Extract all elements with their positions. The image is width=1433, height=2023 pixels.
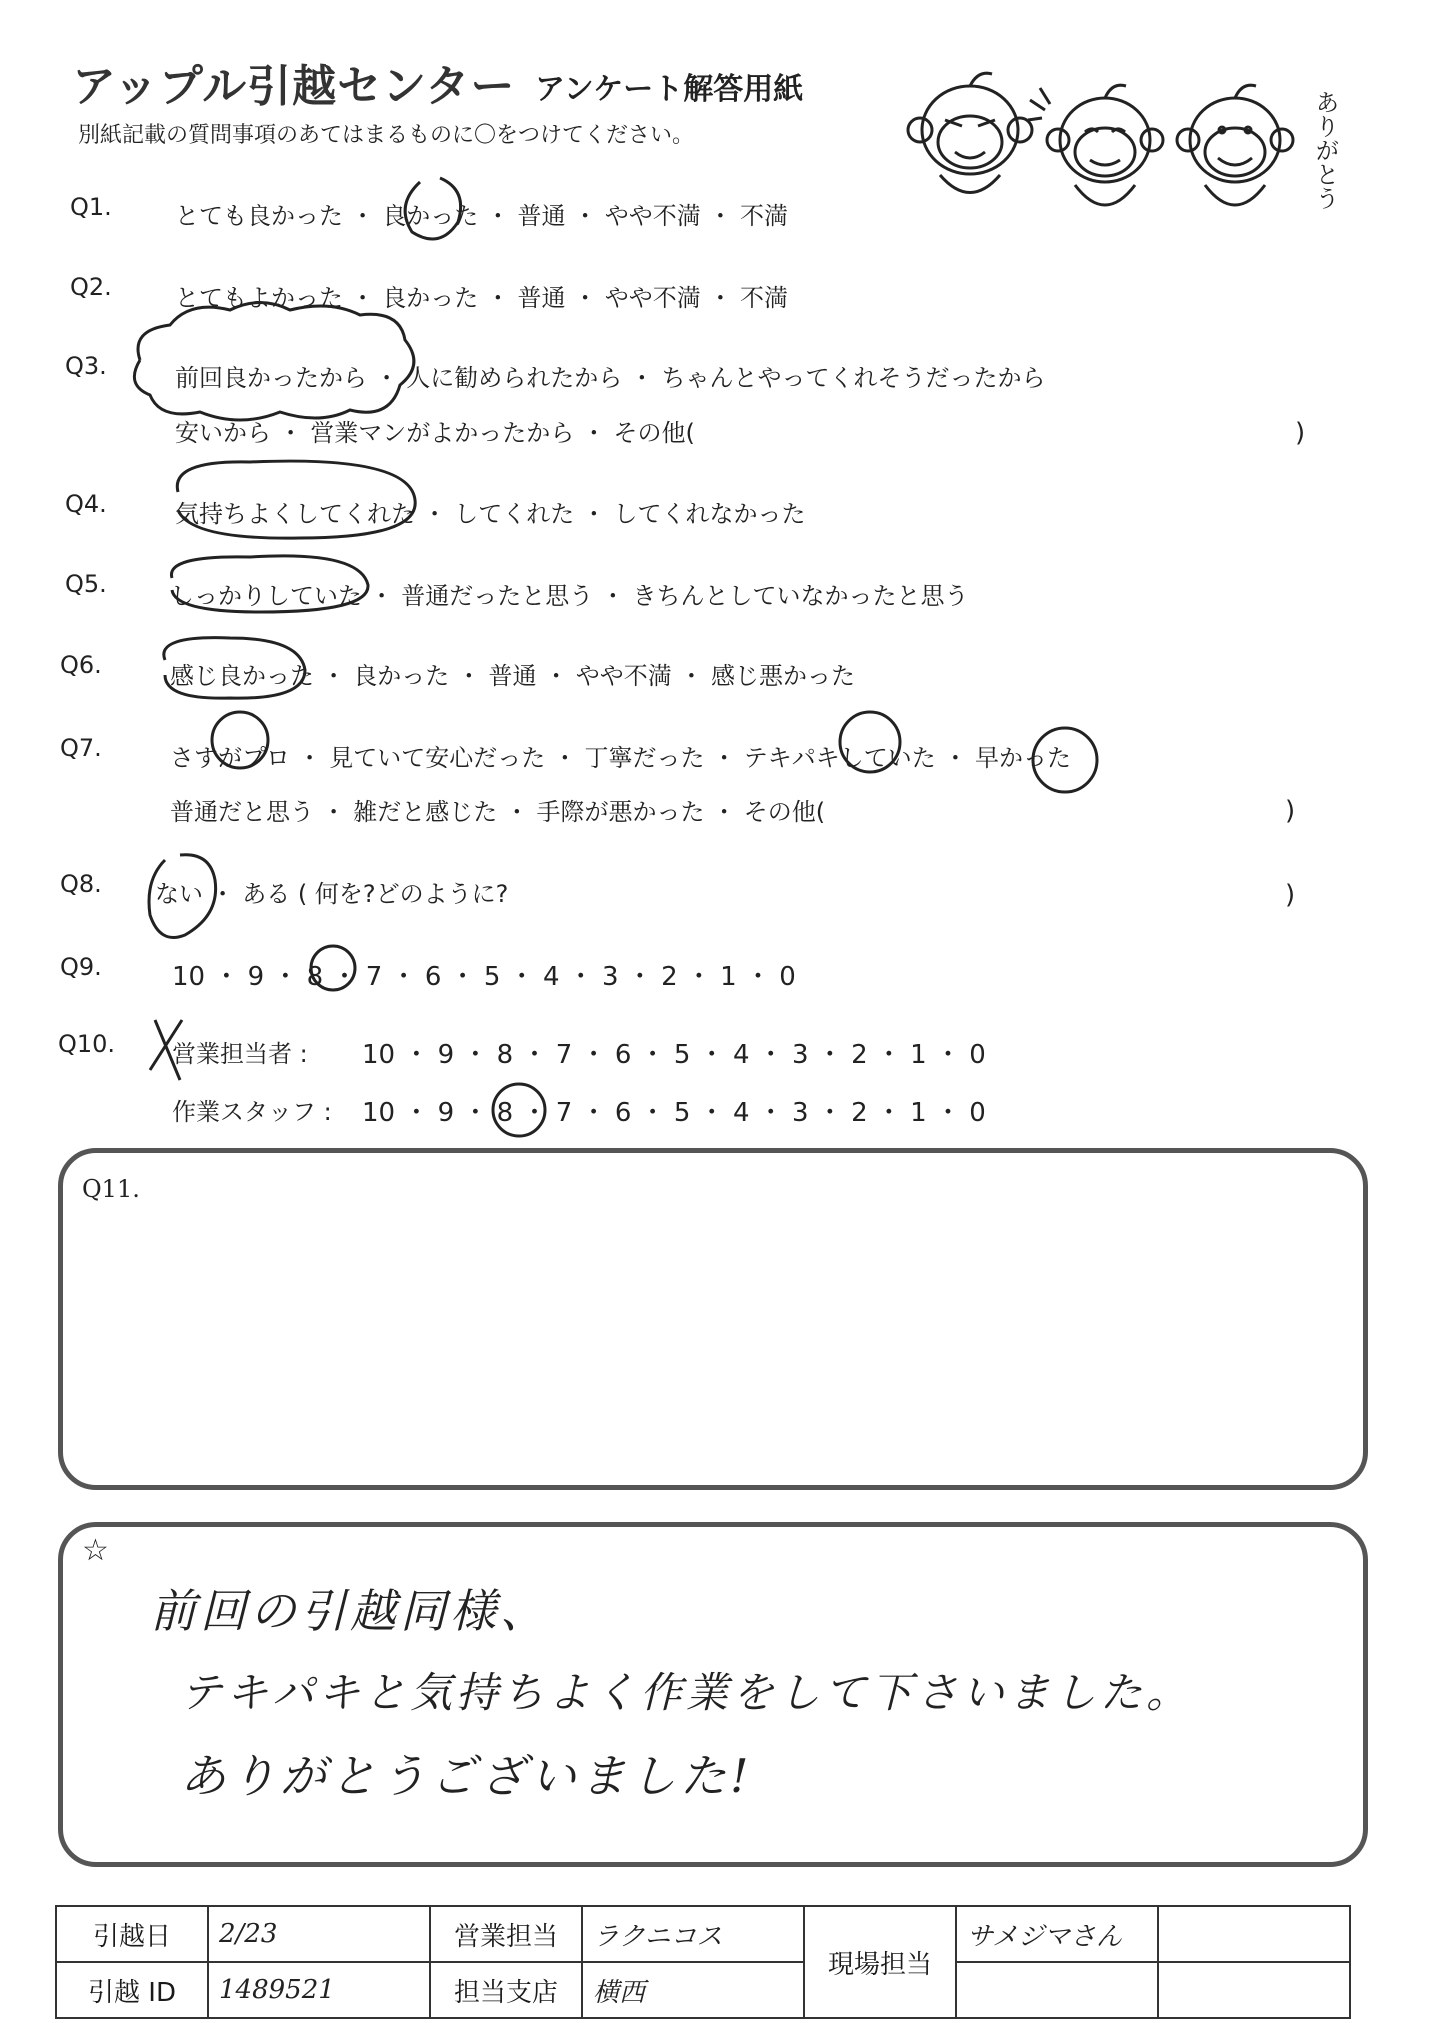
branch-value[interactable]: 横西	[582, 1962, 804, 2018]
q10-sales-scale[interactable]: 10 ・ 9 ・ 8 ・ 7 ・ 6 ・ 5 ・ 4 ・ 3 ・ 2 ・ 1 ・ 0	[362, 1040, 986, 1070]
site-value[interactable]: サメジマさん	[956, 1906, 1158, 1962]
q8-label: Q8.	[60, 870, 102, 898]
form-subtitle: アンケート解答用紙	[535, 72, 804, 107]
q2-label: Q2.	[70, 273, 112, 301]
q6-options[interactable]: 感じ良かった ・ 良かった ・ 普通 ・ やや不満 ・ 感じ悪かった	[170, 662, 856, 690]
move-date-value[interactable]: 2/23	[208, 1906, 430, 1962]
mascot-thanks-text: ありがとう	[1311, 90, 1339, 210]
site-value-extra[interactable]	[1158, 1906, 1350, 1962]
move-date-label: 引越日	[56, 1906, 208, 1962]
q8-close-paren: )	[1285, 880, 1296, 910]
q3-options-line2[interactable]: 安いから ・ 営業マンがよかったから ・ その他(	[175, 419, 695, 447]
q3-label: Q3.	[65, 352, 107, 380]
q3-options-line1[interactable]: 前回良かったから ・ 人に勧められたから ・ ちゃんとやってくれそうだったから	[175, 364, 1046, 392]
comment-line-3: ありがとうございました!	[180, 1749, 753, 1803]
q5-label: Q5.	[65, 570, 107, 598]
info-table	[55, 1905, 1351, 2019]
q4-label: Q4.	[65, 490, 107, 518]
q9-scale[interactable]: 10 ・ 9 ・ 8 ・ 7 ・ 6 ・ 5 ・ 4 ・ 3 ・ 2 ・ 1 ・ 0	[172, 962, 796, 992]
q3-close-paren: )	[1295, 418, 1306, 448]
instruction-text: 別紙記載の質問事項のあてはまるものに〇をつけてください。	[78, 123, 695, 148]
mascot-illustration	[900, 60, 1360, 240]
q7-options-line2[interactable]: 普通だと思う ・ 雑だと感じた ・ 手際が悪かった ・ その他(	[170, 798, 826, 826]
sales-value[interactable]: ラクニコス	[582, 1906, 804, 1962]
q10-label: Q10.	[58, 1030, 116, 1058]
q10-sales-label: 営業担当者 :	[172, 1040, 308, 1068]
comment-line-1: 前回の引越同様、	[150, 1584, 550, 1638]
comment-line-2: テキパキと気持ちよく作業をして下さいました。	[180, 1668, 1193, 1717]
q11-answer-box[interactable]	[58, 1148, 1368, 1490]
q5-options[interactable]: しっかりしていた ・ 普通だったと思う ・ きちんとしていなかったと思う	[170, 582, 969, 610]
q10-staff-scale[interactable]: 10 ・ 9 ・ 8 ・ 7 ・ 6 ・ 5 ・ 4 ・ 3 ・ 2 ・ 1 ・ 0	[362, 1098, 986, 1128]
q4-options[interactable]: 気持ちよくしてくれた ・ してくれた ・ してくれなかった	[175, 500, 806, 528]
move-id-label: 引越 ID	[56, 1962, 208, 2018]
q8-options[interactable]: ない ・ ある ( 何を?どのように?	[155, 880, 509, 908]
site-value-row2-extra[interactable]	[1158, 1962, 1350, 2018]
q1-label: Q1.	[70, 193, 112, 221]
q7-close-paren: )	[1285, 796, 1296, 826]
star-icon: ☆	[82, 1533, 109, 1568]
q10-staff-label: 作業スタッフ :	[172, 1098, 332, 1126]
q11-label: Q11.	[82, 1175, 140, 1203]
site-label: 現場担当	[804, 1906, 956, 2018]
q6-label: Q6.	[60, 651, 102, 679]
site-value-row2[interactable]	[956, 1962, 1158, 2018]
q1-options[interactable]: とても良かった ・ 良かった ・ 普通 ・ やや不満 ・ 不満	[175, 202, 789, 230]
q7-options-line1[interactable]: さすがプロ ・ 見ていて安心だった ・ 丁寧だった ・ テキパキしていた ・ 早かった	[170, 744, 1072, 772]
q2-options[interactable]: とてもよかった ・ 良かった ・ 普通 ・ やや不満 ・ 不満	[175, 284, 789, 312]
q9-label: Q9.	[60, 953, 102, 981]
move-id-value[interactable]: 1489521	[208, 1962, 430, 2018]
form-title: アップル引越センター	[72, 61, 516, 112]
branch-label: 担当支店	[430, 1962, 582, 2018]
sales-label: 営業担当	[430, 1906, 582, 1962]
q7-label: Q7.	[60, 734, 102, 762]
